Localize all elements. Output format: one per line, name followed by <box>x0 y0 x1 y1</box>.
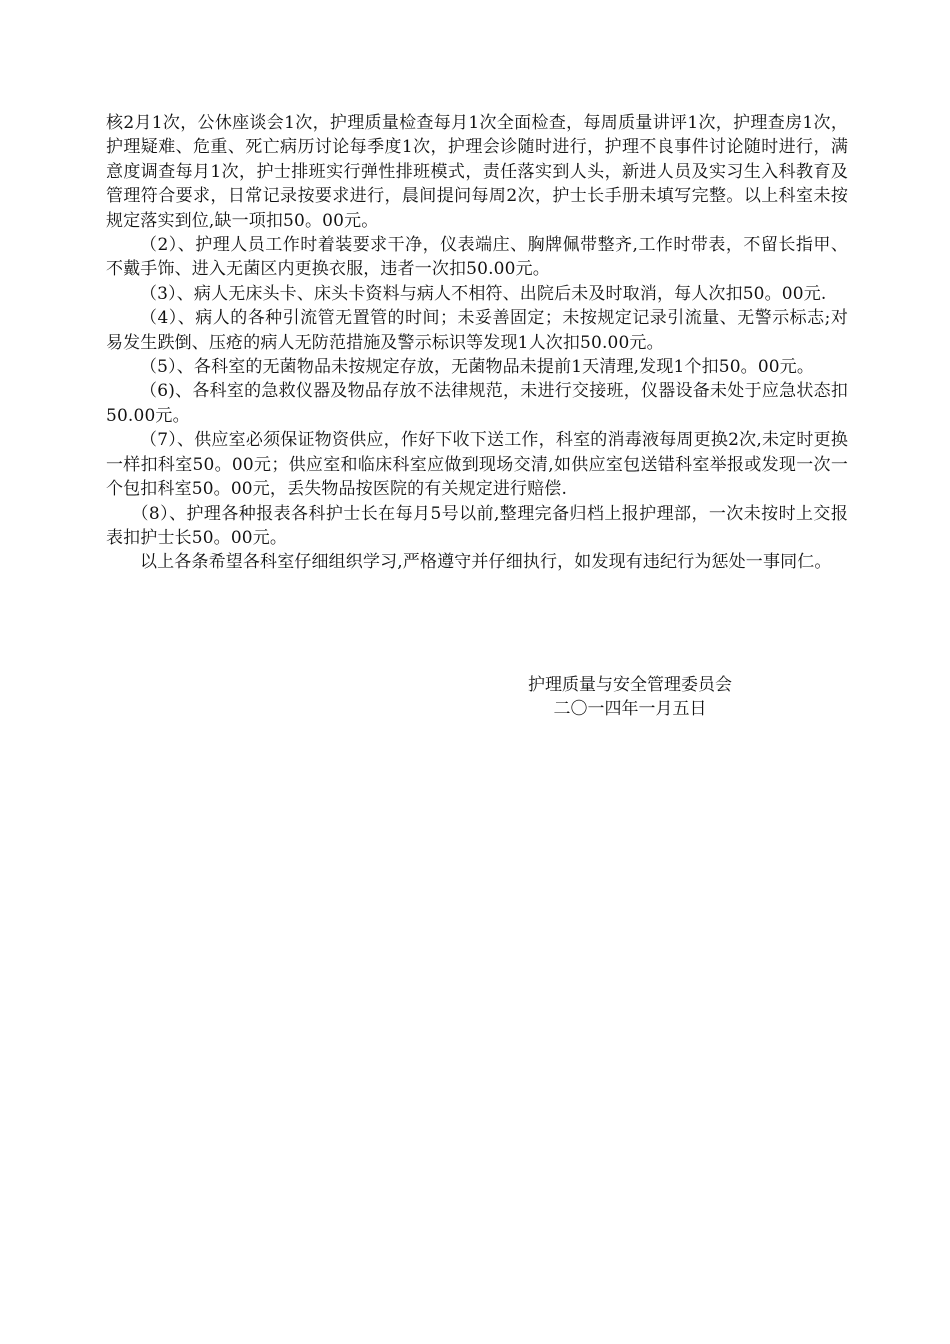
paragraph-item-4: （4）、病人的各种引流管无置管的时间；未妥善固定；未按规定记录引流量、无警示标志;对易发生跌倒、压疮的病人无防范措施及警示标识等发现1人次扣50.00元。 <box>106 308 848 353</box>
paragraph-item-3: （3）、病人无床头卡、床头卡资料与病人不相符、出院后未及时取消，每人次扣50。00元. <box>140 283 827 304</box>
paragraph-item-8: （8）、护理各种报表各科护士长在每月5号以前,整理完备归档上报护理部，一次未按时上交报表扣护士长50。00元。 <box>106 503 848 548</box>
document-body <box>106 111 848 575</box>
paragraph-item-7: （7）、供应室必须保证物资供应，作好下收下送工作，科室的消毒液每周更换2次,未定时更换一样扣科室50。00元；供应室和临床科室应做到现场交清,如供应室包送错科室举报或发现一次一个包扣科室50。00元，丢失物品按医院的有关规定进行赔偿. <box>106 430 848 500</box>
signature-organization: 护理质量与安全管理委员会 <box>528 675 732 695</box>
paragraph-nursing-checks: 核2月1次，公休座谈会1次，护理质量检查每月1次全面检查，每周质量讲评1次，护理查房1次，护理疑难、危重、死亡病历讨论每季度1次，护理会诊随时进行，护理不良事件讨论随时进行，满意度调查每月1次，护士排班实行弹性排班模式，责任落实到人头，新进人员及实习生入科教育及管理符合要求，日常记录按要求进行，晨间提问每周2次，护士长手册未填写完整。以上科室未按规定落实到位,缺一项扣50。00元。 <box>106 113 848 231</box>
signature-block <box>430 673 830 722</box>
paragraph-item-5: （5）、各科室的无菌物品未按规定存放，无菌物品未提前1天清理,发现1个扣50。00元。 <box>140 357 815 378</box>
signature-date: 二〇一四年一月五日 <box>553 699 707 720</box>
paragraph-item-6: （6)、各科室的急救仪器及物品存放不法律规范，未进行交接班，仪器设备未处于应急状态扣50.00元。 <box>106 381 848 426</box>
paragraph-item-2: （2）、护理人员工作时着装要求干净，仪表端庄、胸牌佩带整齐,工作时带表，不留长指甲、不戴手饰、进入无菌区内更换衣服，违者一次扣50.00元。 <box>106 235 848 280</box>
paragraph-closing: 以上各条希望各科室仔细组织学习,严格遵守并仔细执行，如发现有违纪行为惩处一事同仁。 <box>140 552 832 573</box>
